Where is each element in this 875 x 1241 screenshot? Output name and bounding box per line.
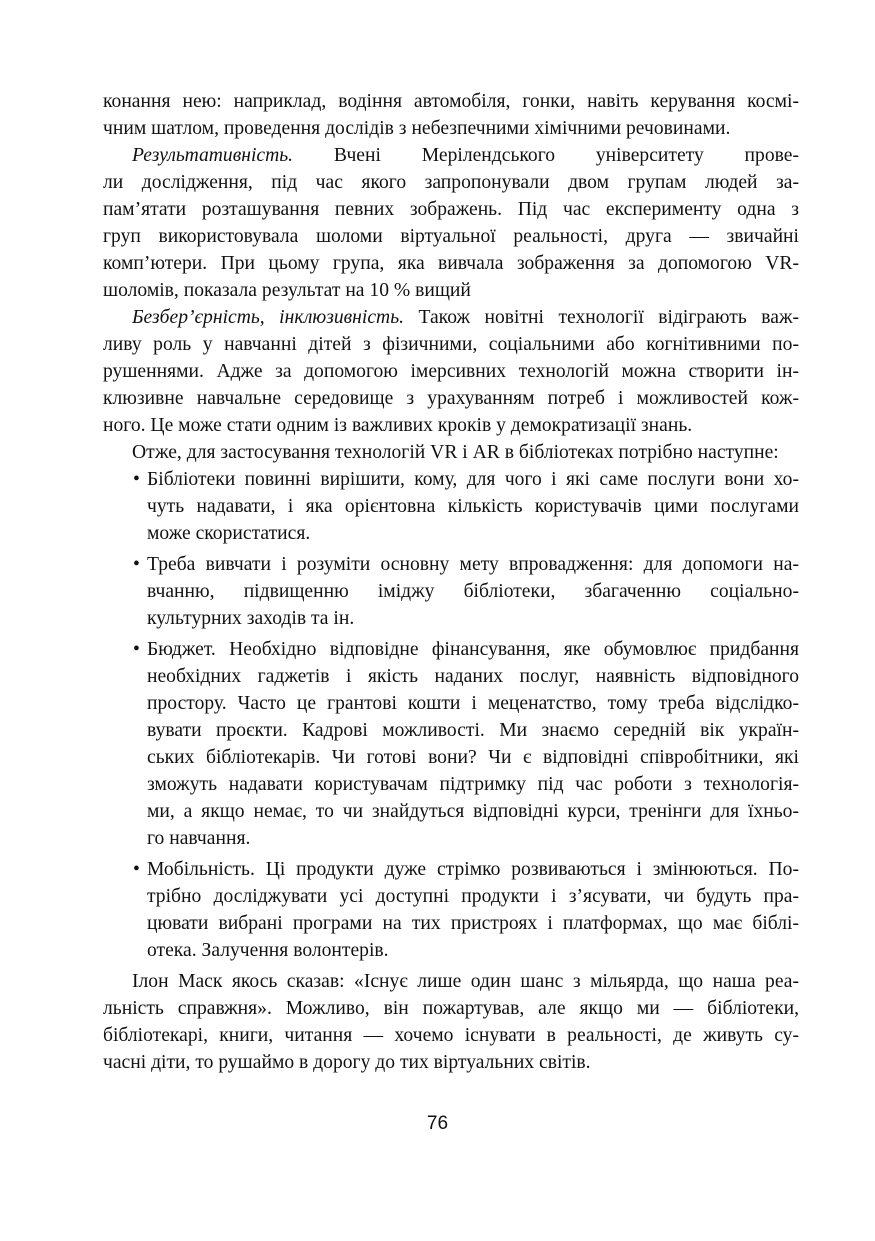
list-item-line: го навчання. <box>147 828 251 849</box>
bullet-icon: • <box>133 639 140 660</box>
list-item <box>103 856 799 883</box>
list-item <box>103 636 799 663</box>
paragraph-line: ного. Це може стати одним із важливих кроків у демократизації знань. <box>103 415 693 436</box>
paragraph-line <box>103 142 799 169</box>
paragraph-line: пам’ятати розташування певних зображень. Під час експерименту одна з <box>103 199 799 220</box>
list-item <box>103 466 799 493</box>
bullet-icon: • <box>133 554 140 575</box>
paragraph-line: шоломів, показала результат на 10 % вищий <box>103 280 471 301</box>
paragraph-line: груп використовувала шоломи віртуальної реальності, друга — звичайні <box>103 226 799 247</box>
list-item <box>103 551 799 578</box>
paragraph-line <box>103 304 799 331</box>
list-item-line: культурних заходів та ін. <box>147 608 355 629</box>
paragraph-line: комп’ютери. При цьому група, яка вивчала зображення за допомогою VR- <box>103 253 799 274</box>
inclusive-heading: Безбер’єрність, інклюзивність. <box>132 307 405 328</box>
paragraph-line: клюзивне навчальне середовище з урахуванням потреб і можливостей кож- <box>103 388 799 409</box>
paragraph-line: бібліотекарі, книги, читання — хочемо існувати в реальності, де живуть су- <box>103 1025 799 1046</box>
page-body <box>103 88 799 1076</box>
paragraph-line: чним шатлом, проведення дослідів з небезпечними хімічними речовинами. <box>103 118 731 139</box>
paragraph-line: ли дослідження, під час якого запропонували двом групам людей за- <box>103 172 799 193</box>
list-item-text: Треба вивчати і розуміти основну мету впровадження: для допомоги на- <box>147 554 799 575</box>
bullet-icon: • <box>133 859 140 880</box>
list-item-line: отека. Залучення волонтерів. <box>147 940 389 961</box>
paragraph-text: Вчені Мерілендського університету прове- <box>333 145 799 166</box>
list-item-line: може скористатися. <box>147 523 311 544</box>
list-item-line: цювати вибрані програми на тих пристроях і платформах, що має біблі- <box>147 913 799 934</box>
results-heading: Результативність. <box>132 145 294 166</box>
list-item-line: необхідних гаджетів і якість наданих послуг, наявність відповідного <box>147 666 799 687</box>
list-item-text: Мобільність. Ці продукти дуже стрімко розвиваються і змінюються. По- <box>147 859 799 880</box>
paragraph-line: рушеннями. Адже за допомогою імерсивних технологій можна створити ін- <box>103 361 799 382</box>
list-item-line: чуть надавати, і яка орієнтовна кількість користувачів цими послугами <box>147 496 799 517</box>
list-intro: Отже, для застосування технологій VR і AR в бібліотеках потрібно наступне: <box>132 442 779 463</box>
list-item-text: Бюджет. Необхідно відповідне фінансування, яке обумовлює придбання <box>147 639 799 660</box>
paragraph-line: часні діти, то рушаймо в дорогу до тих віртуальних світів. <box>103 1052 591 1073</box>
list-item-line: ських бібліотекарів. Чи готові вони? Чи є відповідні співробітники, які <box>147 747 799 768</box>
paragraph-line: конання нею: наприклад, водіння автомобіля, гонки, навіть керування космі- <box>103 91 799 112</box>
list-item-text: Бібліотеки повинні вирішити, кому, для чого і які саме послуги вони хо- <box>147 469 799 490</box>
list-item-line: ми, а якщо немає, то чи знайдуться відповідні курси, тренінги для їхньо- <box>147 801 799 822</box>
paragraph-line: ливу роль у навчанні дітей з фізичними, соціальними або когнітивними по- <box>103 334 799 355</box>
text-column <box>103 88 799 1076</box>
list-item-line: вувати проєкти. Кадрові можливості. Ми знаємо середній вік україн- <box>147 720 799 741</box>
list-item-line: зможуть надавати користувачам підтримку під час роботи з технологія- <box>147 774 799 795</box>
list-item-line: простору. Часто це грантові кошти і меценатство, тому треба відслідко- <box>147 693 799 714</box>
page-number: 76 <box>426 1113 449 1134</box>
list-item-line: вчанню, підвищенню іміджу бібліотеки, збагаченню соціально- <box>147 581 799 602</box>
paragraph-text: Також новітні технології відіграють важ- <box>418 307 799 328</box>
list-item-line: трібно досліджувати усі доступні продукти і з’ясувати, чи будуть пра- <box>147 886 799 907</box>
paragraph-line: льність справжня». Можливо, він пожартував, але якщо ми — бібліотеки, <box>103 998 799 1019</box>
paragraph-line: Ілон Маск якось сказав: «Існує лише один шанс з мільярда, що наша реа- <box>132 971 799 992</box>
bullet-icon: • <box>133 469 140 490</box>
